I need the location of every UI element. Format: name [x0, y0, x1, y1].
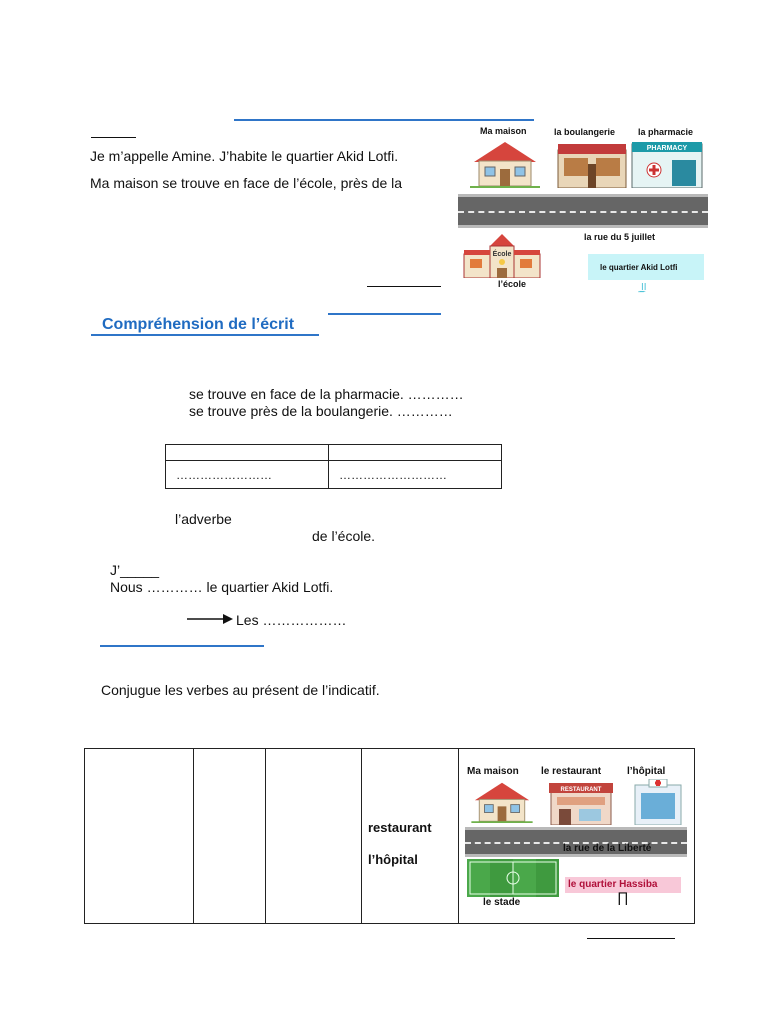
exercise-2-ecole: de l’école.	[312, 528, 376, 544]
title-underline	[234, 119, 534, 121]
table-cell: ………………………	[329, 461, 502, 489]
instruction-conjugue: Conjugue les verbes au présent de l’indicatif.	[101, 682, 380, 698]
school-icon	[462, 232, 542, 278]
stadium-icon	[467, 859, 559, 897]
word-hopital: l’hôpital	[368, 852, 418, 867]
blank-line	[367, 286, 441, 287]
map-label-ma-maison: Ma maison	[480, 126, 527, 136]
pharmacy-icon	[630, 140, 704, 188]
section-heading-comprehension: Compréhension de l’écrit	[102, 316, 295, 333]
answer-table	[165, 444, 502, 489]
map-label-ecole: l’école	[498, 279, 527, 289]
table-column-divider	[193, 749, 194, 923]
table-cell: ……………………	[166, 461, 329, 489]
blank-line	[91, 137, 136, 138]
map-label-stade: le stade	[483, 897, 521, 908]
neighborhood-map-hassiba	[465, 763, 687, 921]
road-5-juillet	[458, 194, 708, 228]
table-column-divider	[458, 749, 459, 923]
bakery-icon	[556, 142, 628, 188]
neighborhood-map-akid-lotfi	[458, 122, 708, 292]
map-label-quartier: le quartier Hassiba	[568, 879, 658, 890]
map-label-rue: la rue de la Liberté	[563, 843, 652, 854]
table-cell	[166, 445, 329, 461]
restaurant-icon	[547, 781, 615, 825]
intro-line-2: Ma maison se trouve en face de l’école, près de la	[90, 175, 403, 191]
map-label-pharmacie: la pharmacie	[638, 127, 694, 137]
exercise-3-les: Les ………………	[236, 612, 347, 628]
exercise-2-adverbe: l’adverbe	[175, 511, 232, 527]
intro-line-1: Je m’appelle Amine. J’habite le quartier Akid Lotfi.	[90, 148, 399, 164]
exercise-1-q1: se trouve en face de la pharmacie. …………	[189, 386, 464, 402]
table-cell	[329, 445, 502, 461]
map-label-ma-maison: Ma maison	[467, 766, 519, 777]
exercise-3-nous: Nous ………… le quartier Akid Lotfi.	[110, 579, 334, 595]
school-sign: École	[492, 251, 512, 258]
exercise-3-j: J’_____	[110, 562, 160, 578]
pharmacy-sign: PHARMACY	[646, 145, 688, 152]
heading-overline	[328, 313, 441, 315]
map-label-quartier: le quartier Akid Lotfi	[600, 263, 678, 272]
word-restaurant: restaurant	[368, 820, 432, 835]
signature-line	[587, 938, 675, 939]
table-column-divider	[265, 749, 266, 923]
hospital-icon	[631, 779, 685, 825]
map-mark: ̲I̲I	[641, 282, 647, 293]
map-mark: ∏	[617, 889, 629, 905]
arrow-right-icon	[187, 613, 233, 625]
production-table	[84, 748, 695, 924]
map-label-hopital: l’hôpital	[627, 766, 666, 777]
exercise-1-q2: se trouve près de la boulangerie. …………	[189, 403, 453, 419]
section-underline	[100, 645, 264, 647]
table-column-divider	[361, 749, 362, 923]
map-label-rue: la rue du 5 juillet	[584, 232, 656, 242]
map-label-restaurant: le restaurant	[541, 766, 602, 777]
heading-underline	[91, 334, 319, 336]
house-icon	[471, 781, 533, 823]
house-icon	[470, 140, 540, 188]
restaurant-sign: RESTAURANT	[560, 787, 602, 793]
map-label-boulangerie: la boulangerie	[554, 127, 616, 137]
